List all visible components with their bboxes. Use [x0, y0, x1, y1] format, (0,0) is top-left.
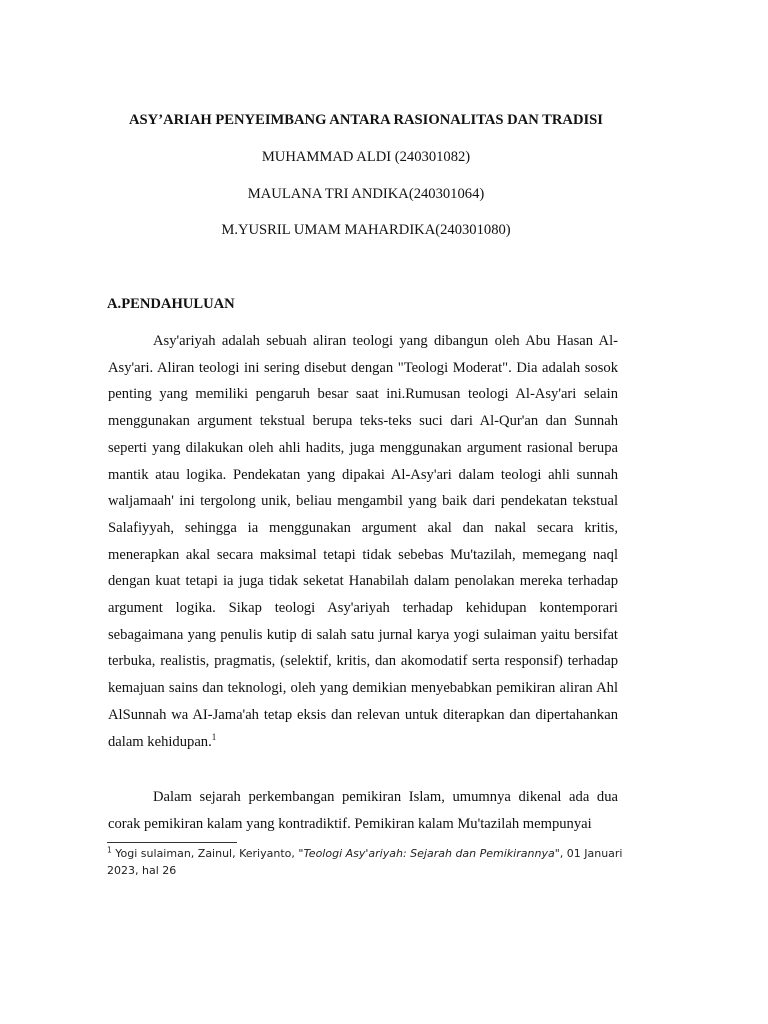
author-3: M.YUSRIL UMAM MAHARDIKA(240301080)	[221, 222, 511, 238]
footnote-title: "Teologi Asy'ariyah: Sejarah dan Pemikirannya"	[298, 847, 560, 860]
section-heading: A.PENDAHULUAN	[107, 296, 235, 312]
footnote-number: 1	[107, 845, 112, 855]
author-2: MAULANA TRI ANDIKA(240301064)	[247, 186, 485, 202]
body-paragraph-1-text: Asy'ariyah adalah sebuah aliran teologi yang dibangun oleh Abu Hasan Al-Asy'ari. Aliran teologi ini sering disebut dengan "Teologi Moderat". Dia adalah sosok penting yang memiliki pengaruh besar saat ini.Rumusan teologi Al-Asy'ari selain menggunakan argument tekstual berupa teks-teks suci dari Al-Qur'an dan Sunnah seperti yang dilakukan oleh ahli hadits, juga menggunakan argument rasional berupa mantik atau logika. Pendekatan yang dipakai Al-Asy'ari dalam teologi ahli sunnah waljamaah' ini tergolong unik, beliau mengambil yang baik dari pendekatan tekstual Salafiyyah, sehingga ia menggunakan argument akal dan nakal secara kritis, menerapkan akal secara maksimal tetapi tidak sebebas Mu'tazilah, memegang naql dengan kuat tetapi ia juga tidak seketat Hanabilah dalam penolakan mereka terhadap argument logika. Sikap teologi Asy'ariyah terhadap kehidupan kontemporari sebagaimana yang penulis kutip di salah satu jurnal karya yogi sulaiman yaitu bersifat terbuka, realistis, pragmatis, (selektif, kritis, dan akomodatif serta responsif) terhadap kemajuan sains dan teknologi, oleh yang demikian menyebabkan pemikiran aliran Ahl AlSunnah wa AI-Jama'ah tetap eksis dan relevan untuk diterapkan dan dipertahankan dalam kehidupan.	[108, 333, 618, 750]
body-paragraph-2: Dalam sejarah perkembangan pemikiran Islam, umumnya dikenal ada dua corak pemikiran kalam yang kontradiktif. Pemikiran kalam Mu'tazilah mempunyai	[108, 789, 618, 832]
body-paragraph-1	[108, 328, 618, 755]
footnote-details: , 01 Januari 2023, hal 26	[107, 847, 623, 877]
document-title: ASY’ARIAH PENYEIMBANG ANTARA RASIONALITAS DAN TRADISI	[129, 112, 603, 128]
footnote-authors: Yogi sulaiman, Zainul, Keriyanto,	[115, 847, 299, 860]
footnote-reference[interactable]: 1	[211, 731, 217, 742]
author-1: MUHAMMAD ALDI (240301082)	[261, 149, 471, 165]
footnote-separator	[107, 842, 237, 843]
footnote	[107, 845, 627, 879]
